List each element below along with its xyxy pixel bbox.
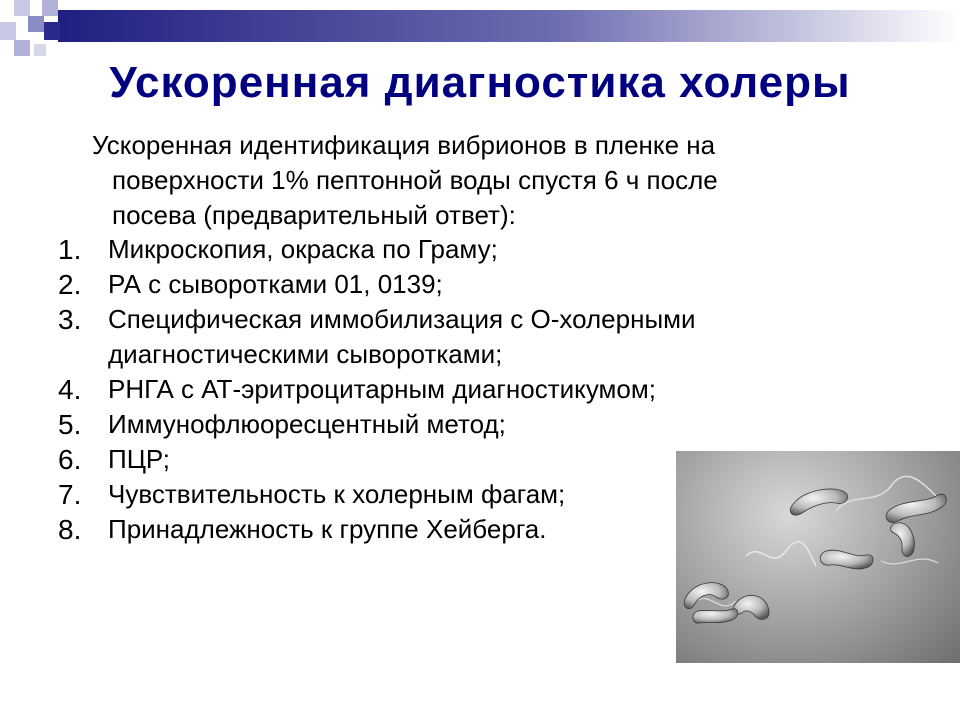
intro-line: посева (предварительный ответ): [112,200,516,230]
intro-line: Ускоренная идентификация вибрионов в пленке на [92,130,716,160]
list-item [48,267,848,302]
list-item [48,232,848,267]
list-item [48,372,848,407]
item-text: Чувствительность к холерным фагам; [108,479,566,509]
item-number: 8. [58,514,82,545]
item-text: Принадлежность к группе Хейберга. [108,514,547,544]
list-item [48,302,848,372]
item-text: Иммунофлюоресцентный метод; [108,409,506,439]
intro-line: поверхности 1% пептонной воды спустя 6 ч после [112,165,718,195]
intro-paragraph [92,128,872,233]
item-number: 1. [58,234,82,265]
item-number: 4. [58,374,82,405]
item-text: диагностическими сыворотками; [108,339,503,369]
item-number: 2. [58,269,82,300]
header-decoration [0,0,960,60]
item-text: Микроскопия, окраска по Граму; [108,234,498,264]
item-text: Специфическая иммобилизация с О-холерными [108,304,696,334]
list-item [48,407,848,442]
vibrio-bacteria-icon [676,451,960,663]
vibrio-micrograph-image [676,451,960,663]
item-text: РА с сыворотками 01, 0139; [108,269,443,299]
item-text: ПЦР; [108,444,170,474]
item-number: 6. [58,444,82,475]
item-number: 5. [58,409,82,440]
slide-title: Ускоренная диагностика холеры [109,58,851,107]
item-text: РНГА с АТ-эритроцитарным диагностикумом; [108,374,656,404]
item-number: 3. [58,304,82,335]
item-number: 7. [58,479,82,510]
